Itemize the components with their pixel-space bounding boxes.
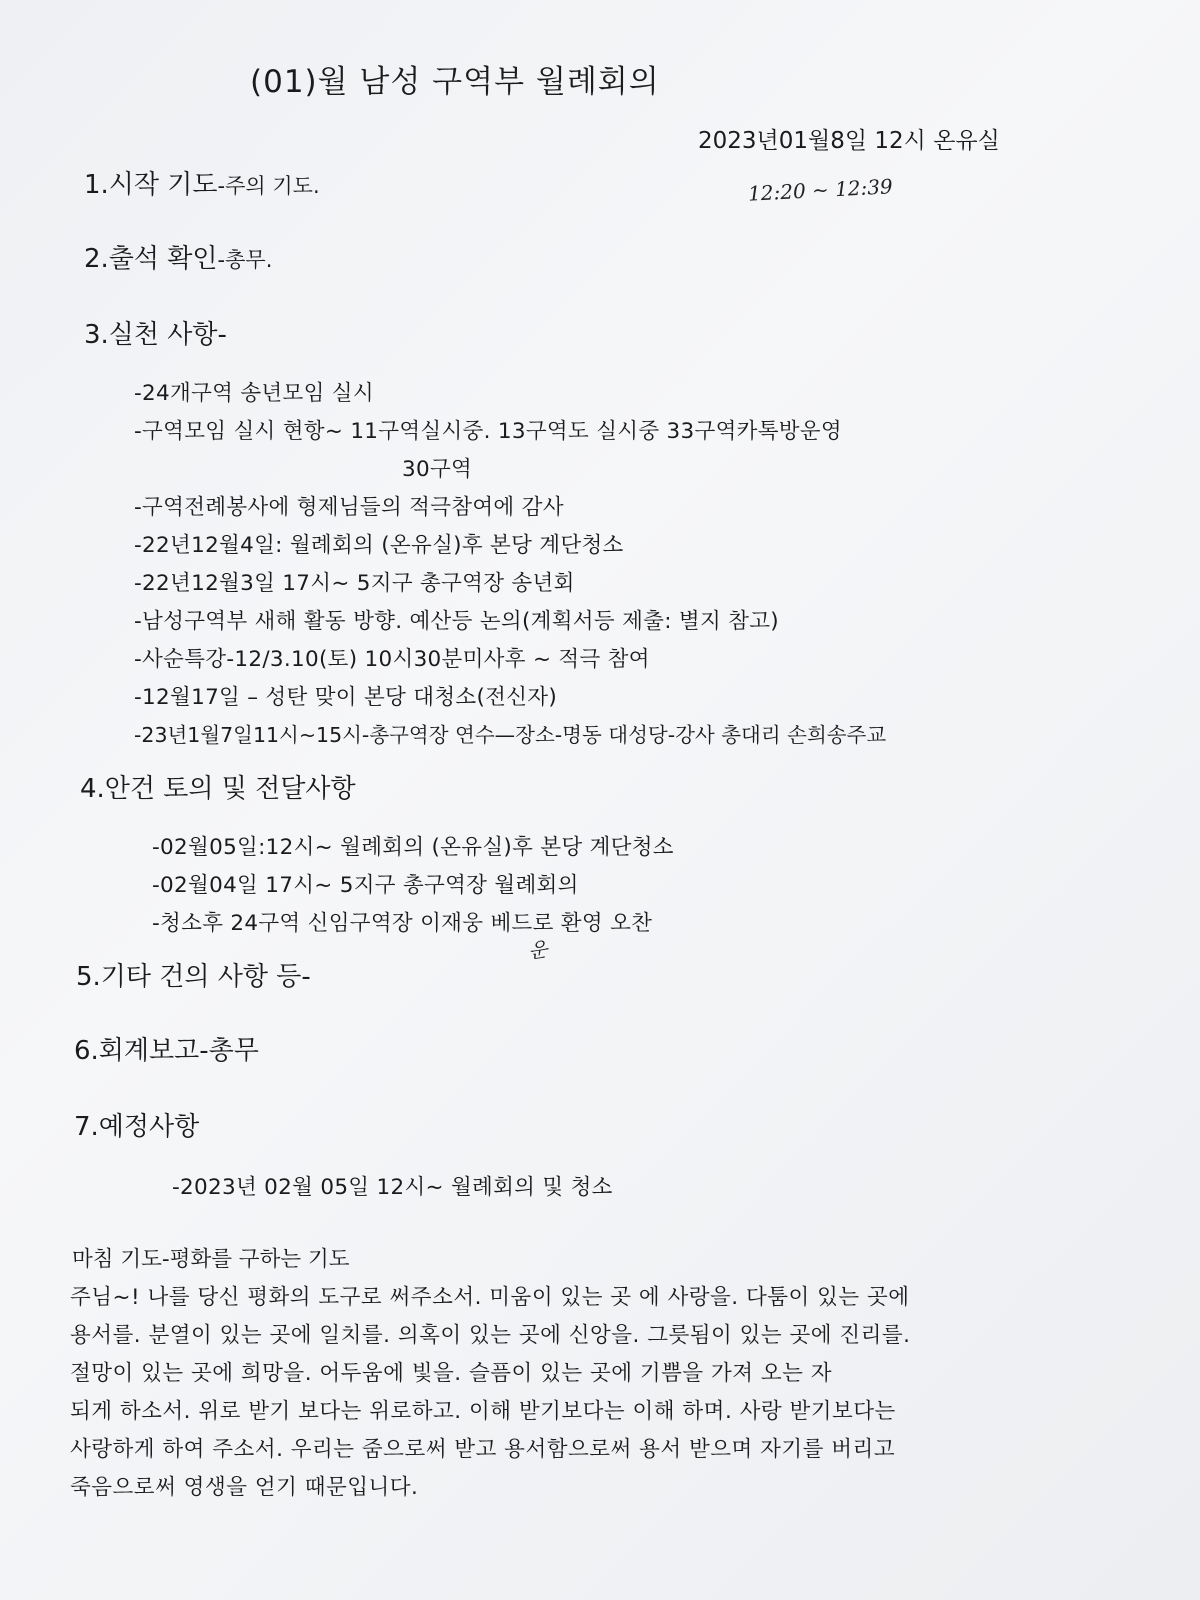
section-3-heading: [84, 314, 227, 351]
closing-prayer-line: 용서를. 분열이 있는 곳에 일치를. 의혹이 있는 곳에 신앙을. 그릇됨이 있는 곳에 진리를.: [70, 1323, 911, 1348]
practice-item: -23년1월7일11시~15시-총구역장 연수—장소-명동 대성당-강사 총대리 손희송주교: [134, 723, 887, 747]
agenda-item: -02월05일:12시~ 월례회의 (온유실)후 본당 계단청소: [152, 835, 674, 860]
closing-prayer-line: 죽음으로써 영생을 얻기 때문입니다.: [70, 1475, 419, 1500]
section-2-label: 2.출석 확인: [84, 244, 218, 274]
section-1-heading: [84, 164, 320, 201]
practice-item: -남성구역부 새해 활동 방향. 예산등 논의(계획서등 제출: 별지 참고): [134, 609, 779, 634]
practice-item: -22년12월3일 17시~ 5지구 총구역장 송년회: [134, 571, 575, 596]
meeting-date: 2023년01월8일 12시 온유실: [698, 128, 1000, 154]
handwritten-correction: 운: [526, 936, 550, 964]
agenda-item: -02월04일 17시~ 5지구 총구역장 월례회의: [152, 873, 579, 898]
practice-item: 30구역: [402, 457, 473, 482]
section-4-label: 4.안건 토의 및 전달사항: [80, 774, 356, 804]
closing-prayer-line: 주님~! 나를 당신 평화의 도구로 써주소서. 미움이 있는 곳 에 사랑을. 다툼이 있는 곳에: [70, 1285, 910, 1310]
closing-prayer-line: 절망이 있는 곳에 희망을. 어두움에 빛을. 슬픔이 있는 곳에 기쁨을 가져 오는 자: [70, 1361, 833, 1386]
section-5-label: 5.기타 건의 사항 등-: [76, 962, 311, 992]
closing-prayer-line: 사랑하게 하여 주소서. 우리는 줌으로써 받고 용서함으로써 용서 받으며 자기를 버리고: [70, 1437, 896, 1462]
scheduled-item: -2023년 02월 05일 12시~ 월례회의 및 청소: [172, 1175, 613, 1200]
practice-item: -24개구역 송년모임 실시: [134, 381, 374, 406]
agenda-item: -청소후 24구역 신임구역장 이재웅 베드로 환영 오찬: [152, 911, 653, 936]
section-1-label: 1.시작 기도: [84, 170, 218, 200]
practice-item: -구역전례봉사에 형제님들의 적극참여에 감사: [134, 495, 564, 520]
practice-item: -구역모임 실시 현항~ 11구역실시중. 13구역도 실시중 33구역카톡방운영: [134, 419, 842, 444]
handwritten-time-note: 12:20 ~ 12:39: [747, 174, 894, 206]
section-3-label: 3.실천 사항-: [84, 320, 227, 350]
section-7-heading: [74, 1106, 199, 1143]
document-title: (01)월 남성 구역부 월례회의: [250, 64, 660, 100]
section-4-heading: [80, 768, 356, 805]
section-2-heading: [84, 238, 272, 275]
section-2-detail: -총무.: [217, 248, 273, 272]
closing-prayer-title: 마침 기도-평화를 구하는 기도: [72, 1247, 350, 1272]
section-5-heading: [76, 956, 311, 993]
practice-item: -22년12월4일: 월례회의 (온유실)후 본당 계단청소: [134, 533, 624, 558]
section-6-label: 6.회계보고-총무: [74, 1036, 259, 1066]
section-1-detail: -주의 기도.: [217, 174, 320, 198]
closing-prayer-line: 되게 하소서. 위로 받기 보다는 위로하고. 이해 받기보다는 이해 하며. 사랑 받기보다는: [70, 1399, 896, 1424]
section-7-label: 7.예정사항: [74, 1112, 200, 1142]
practice-item: -사순특강-12/3.10(토) 10시30분미사후 ~ 적극 참여: [134, 647, 650, 672]
section-6-heading: [74, 1030, 259, 1067]
practice-item: -12월17일 – 성탄 맞이 본당 대청소(전신자): [134, 685, 558, 710]
